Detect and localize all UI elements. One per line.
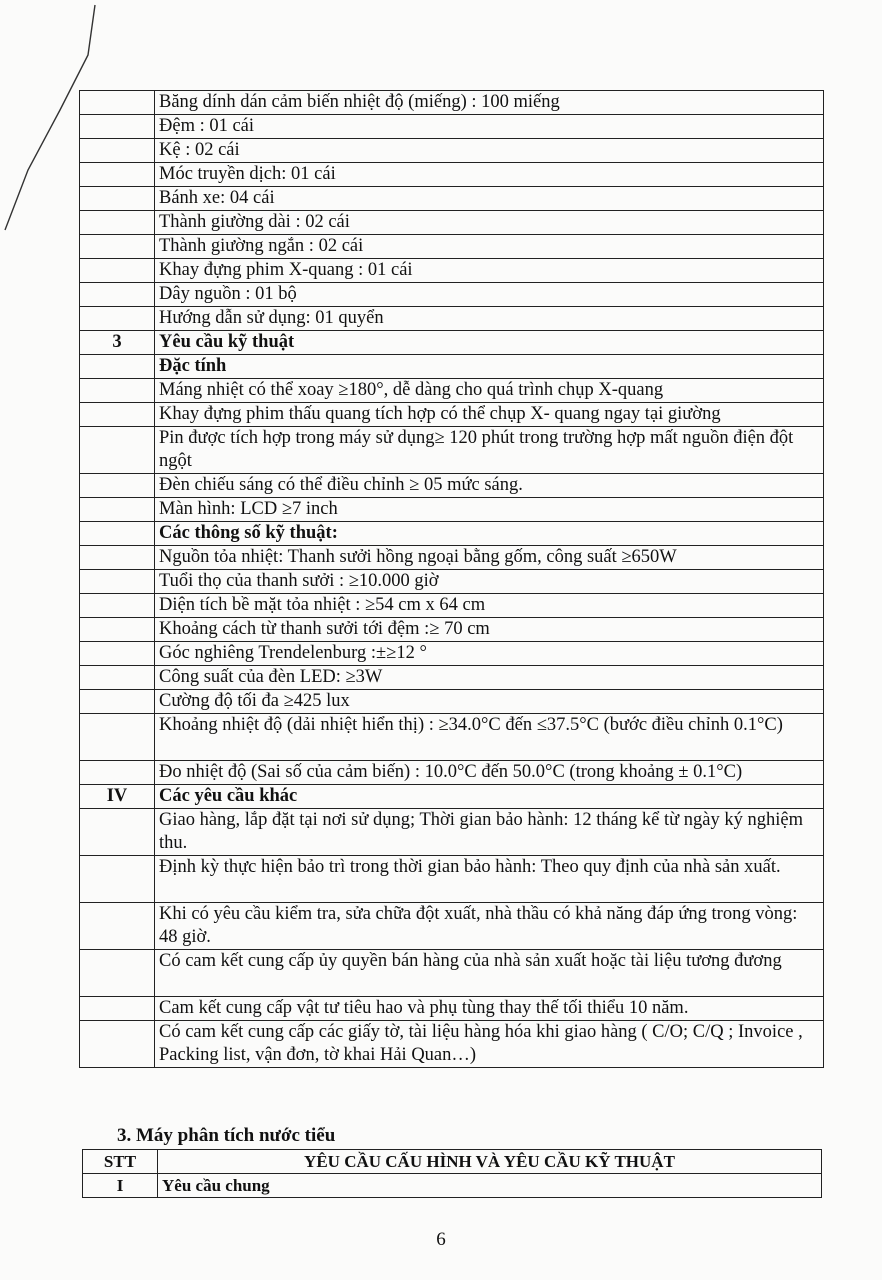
row-stt [80,522,155,546]
table-row [80,403,824,427]
row-content: Móc truyền dịch: 01 cái [155,163,824,187]
table-row [83,1174,822,1198]
row-stt [80,618,155,642]
row-stt [80,211,155,235]
table-row [80,785,824,809]
table-row [80,331,824,355]
row-content: Hướng dẫn sử dụng: 01 quyển [155,307,824,331]
row-content: Băng dính dán cảm biến nhiệt độ (miếng) : 100 miếng [155,91,824,115]
table-row [80,903,824,950]
row-content: Kệ : 02 cái [155,139,824,163]
row-stt [80,403,155,427]
table-header-row [83,1150,822,1174]
row-stt [80,690,155,714]
row-stt [80,139,155,163]
header-stt: STT [83,1150,158,1174]
table-row [80,91,824,115]
row-stt [80,163,155,187]
table-row [80,163,824,187]
row-content: Yêu cầu kỹ thuật [155,331,824,355]
row-content: Có cam kết cung cấp các giấy tờ, tài liệu hàng hóa khi giao hàng ( C/O; C/Q ; Invoice , Packing list, vận đơn, tờ khai Hải Quan…) [155,1021,824,1068]
table-row [80,950,824,997]
row-content: Khoảng cách từ thanh sưởi tới đệm :≥ 70 cm [155,618,824,642]
row-content: Thành giường dài : 02 cái [155,211,824,235]
table-row [80,570,824,594]
row-stt [80,91,155,115]
table-row [80,115,824,139]
row-stt [80,714,155,761]
row-stt: IV [80,785,155,809]
row-stt [80,1021,155,1068]
table-row [80,1021,824,1068]
row-content: Bánh xe: 04 cái [155,187,824,211]
row-content: Khi có yêu cầu kiểm tra, sửa chữa đột xuất, nhà thầu có khả năng đáp ứng trong vòng: 48 giờ. [155,903,824,950]
row-stt [80,474,155,498]
table-row [80,474,824,498]
header-requirements: YÊU CẦU CẤU HÌNH VÀ YÊU CẦU KỸ THUẬT [158,1150,822,1174]
table-row [80,379,824,403]
table-row [80,235,824,259]
table-row [80,690,824,714]
row-content: Định kỳ thực hiện bảo trì trong thời gian bảo hành: Theo quy định của nhà sản xuất. [155,856,824,903]
row-content: Đo nhiệt độ (Sai số của cảm biến) : 10.0°C đến 50.0°C (trong khoảng ± 0.1°C) [155,761,824,785]
table-row [80,714,824,761]
row-content: Có cam kết cung cấp ủy quyền bán hàng của nhà sản xuất hoặc tài liệu tương đương [155,950,824,997]
row-stt [80,856,155,903]
row-content: Thành giường ngắn : 02 cái [155,235,824,259]
table-row [80,307,824,331]
table-row [80,594,824,618]
row-content: Pin được tích hợp trong máy sử dụng≥ 120 phút trong trường hợp mất nguồn điện đột ngột [155,427,824,474]
table-row [80,355,824,379]
row-stt [80,355,155,379]
row-content: Công suất của đèn LED: ≥3W [155,666,824,690]
row-stt [80,761,155,785]
row-stt [80,187,155,211]
table-row [80,259,824,283]
row-stt [80,594,155,618]
row-content: Đèn chiếu sáng có thể điều chỉnh ≥ 05 mức sáng. [155,474,824,498]
row-content: Nguồn tỏa nhiệt: Thanh sưởi hồng ngoại bằng gốm, công suất ≥650W [155,546,824,570]
row-content: Màn hình: LCD ≥7 inch [155,498,824,522]
row-content: Khay đựng phim thấu quang tích hợp có thể chụp X- quang ngay tại giường [155,403,824,427]
row-stt [80,259,155,283]
row-content: Diện tích bề mặt tỏa nhiệt : ≥54 cm x 64 cm [155,594,824,618]
table-row [80,809,824,856]
table-row [80,187,824,211]
row-stt [80,903,155,950]
row-content: Yêu cầu chung [158,1174,822,1198]
table-row [80,856,824,903]
table-row [80,211,824,235]
table-row [80,642,824,666]
table-row [80,522,824,546]
row-content: Cường độ tối đa ≥425 lux [155,690,824,714]
row-stt [80,379,155,403]
row-stt [80,498,155,522]
table-row [80,498,824,522]
row-stt [80,950,155,997]
table-row [80,761,824,785]
row-content: Giao hàng, lắp đặt tại nơi sử dụng; Thời gian bảo hành: 12 tháng kể từ ngày ký nghiệm thu. [155,809,824,856]
row-stt [80,666,155,690]
row-content: Khoảng nhiệt độ (dải nhiệt hiển thị) : ≥34.0°C đến ≤37.5°C (bước điều chỉnh 0.1°C) [155,714,824,761]
row-stt [80,283,155,307]
table-row [80,997,824,1021]
page-number: 6 [436,1229,446,1250]
row-content: Đặc tính [155,355,824,379]
table-row [80,427,824,474]
row-stt [80,809,155,856]
row-stt: 3 [80,331,155,355]
spec-table-continued [79,90,824,1068]
row-stt: I [83,1174,158,1198]
row-content: Dây nguồn : 01 bộ [155,283,824,307]
row-stt [80,997,155,1021]
row-stt [80,546,155,570]
row-stt [80,235,155,259]
row-content: Các yêu cầu khác [155,785,824,809]
row-content: Đệm : 01 cái [155,115,824,139]
table-row [80,618,824,642]
table-row [80,666,824,690]
row-stt [80,115,155,139]
table-row [80,139,824,163]
row-stt [80,427,155,474]
row-content: Khay đựng phim X-quang : 01 cái [155,259,824,283]
spec-table-urine-analyzer [82,1149,822,1198]
row-content: Tuổi thọ của thanh sưởi : ≥10.000 giờ [155,570,824,594]
row-content: Các thông số kỹ thuật: [155,522,824,546]
row-content: Cam kết cung cấp vật tư tiêu hao và phụ tùng thay thế tối thiểu 10 năm. [155,997,824,1021]
table-row [80,546,824,570]
row-stt [80,307,155,331]
section-title-urine-analyzer: 3. Máy phân tích nước tiểu [117,1125,336,1146]
row-stt [80,642,155,666]
row-stt [80,570,155,594]
row-content: Góc nghiêng Trendelenburg :±≥12 ° [155,642,824,666]
table-row [80,283,824,307]
row-content: Máng nhiệt có thể xoay ≥180°, dễ dàng cho quá trình chụp X-quang [155,379,824,403]
